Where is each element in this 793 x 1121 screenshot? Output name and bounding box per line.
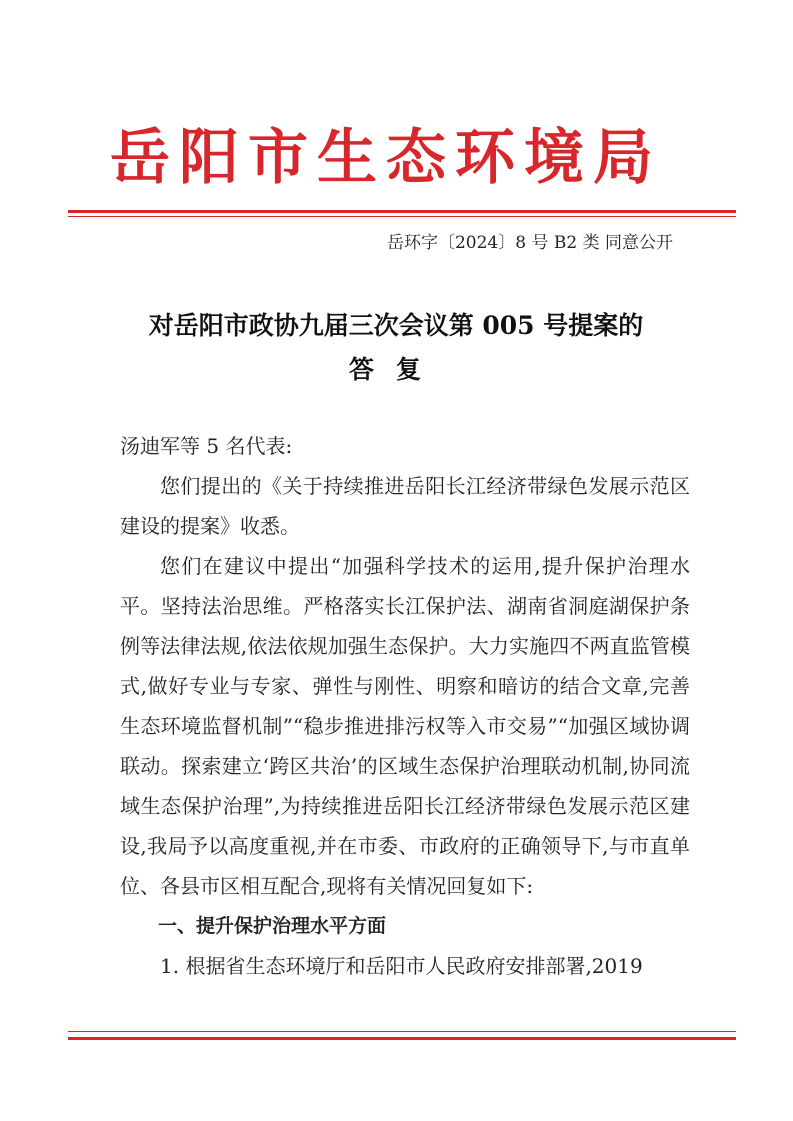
section-heading-1: 一、提升保护治理水平方面: [158, 915, 387, 937]
masthead-rule-thick: [68, 210, 736, 213]
masthead-rule-thin: [68, 216, 736, 217]
title-line-1: 对岳阳市政协九届三次会议第 005 号提案的: [148, 311, 644, 340]
paragraph-1: 您们提出的《关于持续推进岳阳长江经济带绿色发展示范区建设的提案》收悉。: [120, 474, 690, 538]
paragraph-2: 您们在建议中提出“加强科学技术的运用,提升保护治理水平。坚持法治思维。严格落实长江保护法、湖南省洞庭湖保护条例等法律法规,依法依规加强生态保护。大力实施四不两直监管模式,做好专业与专家、弹性与刚性、明察和暗访的结合文章,完善生态环境监督机制”“稳步推进排污权等入市交易”“加强区域协调联动。探索建立‘跨区共治’的区域生态保护治理联动机制,协同流域生态保护治理”,为持续推进岳阳长江经济带绿色发展示范区建设,我局予以高度重视,并在市委、市政府的正确领导下,与市直单位、各县市区相互配合,现将有关情况回复如下:: [120, 554, 690, 898]
footer-rule-thin: [68, 1031, 736, 1032]
masthead-title: 岳阳市生态环境局: [110, 123, 662, 193]
body-text: [120, 426, 690, 986]
document-number: 岳环字〔2024〕8 号 B2 类 同意公开: [386, 233, 673, 253]
paragraph-3: 1. 根据省生态环境厅和岳阳市人民政府安排部署,2019: [160, 954, 643, 978]
document-title: [80, 304, 712, 392]
footer-rule-thick: [68, 1037, 736, 1040]
title-line-2: 答复: [348, 355, 443, 384]
salutation: 汤迪军等 5 名代表:: [120, 434, 293, 458]
